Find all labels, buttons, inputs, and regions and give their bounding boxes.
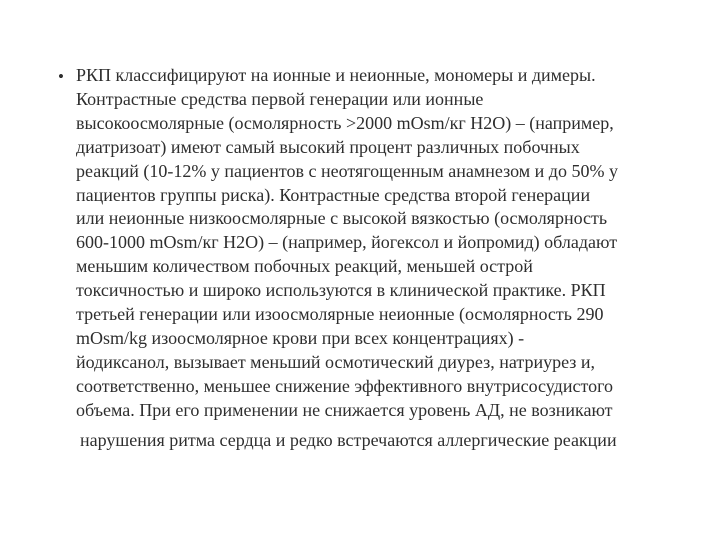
text-line: пациентов группы риска). Контрастные средства второй генерации [76, 184, 591, 205]
text-line: объема. При его применении не снижается уровень АД, не возникают [76, 399, 613, 420]
text-line: йодиксанол, вызывает меньший осмотический диурез, натриурез и, [76, 351, 596, 372]
text-line: меньшим количеством побочных реакций, меньшей острой [76, 256, 533, 277]
text-line: mOsm/kg изоосмолярное крови при всех концентрациях) - [76, 327, 525, 348]
paragraph-text [76, 64, 698, 423]
bullet-marker: • [58, 67, 64, 86]
text-line: диатризоат) имеют самый высокий процент различных побочных [76, 136, 580, 157]
text-line: РКП классифицируют на ионные и неионные, мономеры и димеры. [76, 65, 596, 85]
final-text-line: нарушения ритма сердца и редко встречаются аллергические реакции [80, 430, 617, 450]
text-line: или неионные низкоосмолярные с высокой вязкостью (осмолярность [76, 208, 608, 229]
text-line: третьей генерации или изоосмолярные неионные (осмолярность 290 [76, 304, 604, 325]
text-line: Контрастные средства первой генерации или ионные [76, 88, 484, 109]
text-line: 600-1000 mOsm/кг H2O) – (например, йогексол и йопромид) обладают [76, 232, 618, 253]
text-line: токсичностью и широко используются в клинической практике. РКП [76, 280, 606, 301]
text-line: высокоосмолярные (осмолярность >2000 mOsm/кг H2O) – (например, [76, 112, 614, 133]
text-line: реакций (10-12% у пациентов с неотягощенным анамнезом и до 50% у [76, 160, 618, 181]
text-line: соответственно, меньшее снижение эффективного внутрисосудистого [76, 375, 614, 396]
